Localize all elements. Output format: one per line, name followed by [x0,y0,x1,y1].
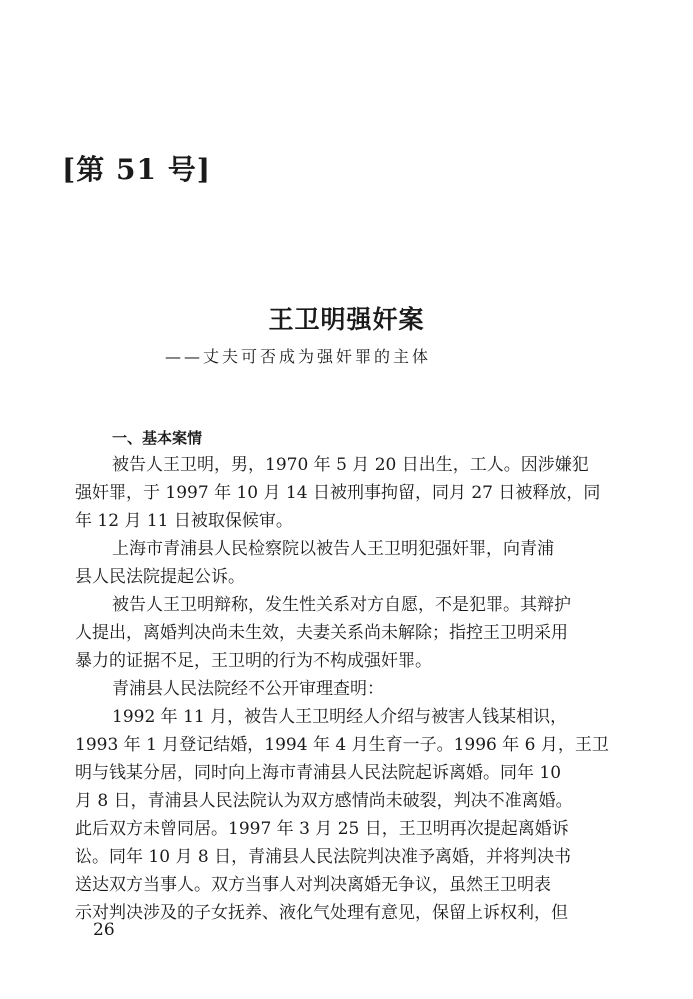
body-line: 被告人王卫明辩称，发生性关系对方自愿，不是犯罪。其辩护 [112,595,571,615]
body-line: 被告人王卫明，男，1970 年 5 月 20 日出生，工人。因涉嫌犯 [112,455,589,475]
body-line: 月 8 日，青浦县人民法院认为双方感情尚未破裂，判决不准离婚。 [75,791,573,811]
body-line: 送达双方当事人。双方当事人对判决离婚无争议，虽然王卫明表 [75,875,551,895]
page-number: 26 [93,920,115,940]
body-line: 青浦县人民法院经不公开审理查明： [112,679,384,699]
body-line: 上海市青浦县人民检察院以被告人王卫明犯强奸罪，向青浦 [112,539,554,559]
body-line: 示对判决涉及的子女抚养、液化气处理有意见，保留上诉权利，但 [75,903,568,923]
case-number: [第 51 号] [62,153,211,186]
body-line: 1993 年 1 月登记结婚，1994 年 4 月生育一子。1996 年 6 月，王卫 [75,735,609,755]
case-subtitle: ——丈夫可否成为强奸罪的主体 [165,347,432,366]
body-line: 暴力的证据不足，王卫明的行为不构成强奸罪。 [75,651,432,671]
body-line: 明与钱某分居，同时向上海市青浦县人民法院起诉离婚。同年 10 [75,763,562,783]
body-line: 强奸罪，于 1997 年 10 月 14 日被刑事拘留，同月 27 日被释放，同 [75,483,601,503]
body-line: 人提出，离婚判决尚未生效，夫妻关系尚未解除；指控王卫明采用 [75,623,568,643]
body-line: 县人民法院提起公诉。 [75,567,245,587]
body-line: 讼。同年 10 月 8 日，青浦县人民法院判决准予离婚，并将判决书 [75,847,572,867]
section-heading: 一、基本案情 [112,429,203,447]
body-line: 此后双方未曾同居。1997 年 3 月 25 日，王卫明再次提起离婚诉 [75,819,569,839]
case-title: 王卫明强奸案 [268,305,425,334]
body-line: 年 12 月 11 日被取保候审。 [75,511,293,531]
body-line: 1992 年 11 月，被告人王卫明经人介绍与被害人钱某相识， [112,707,568,727]
